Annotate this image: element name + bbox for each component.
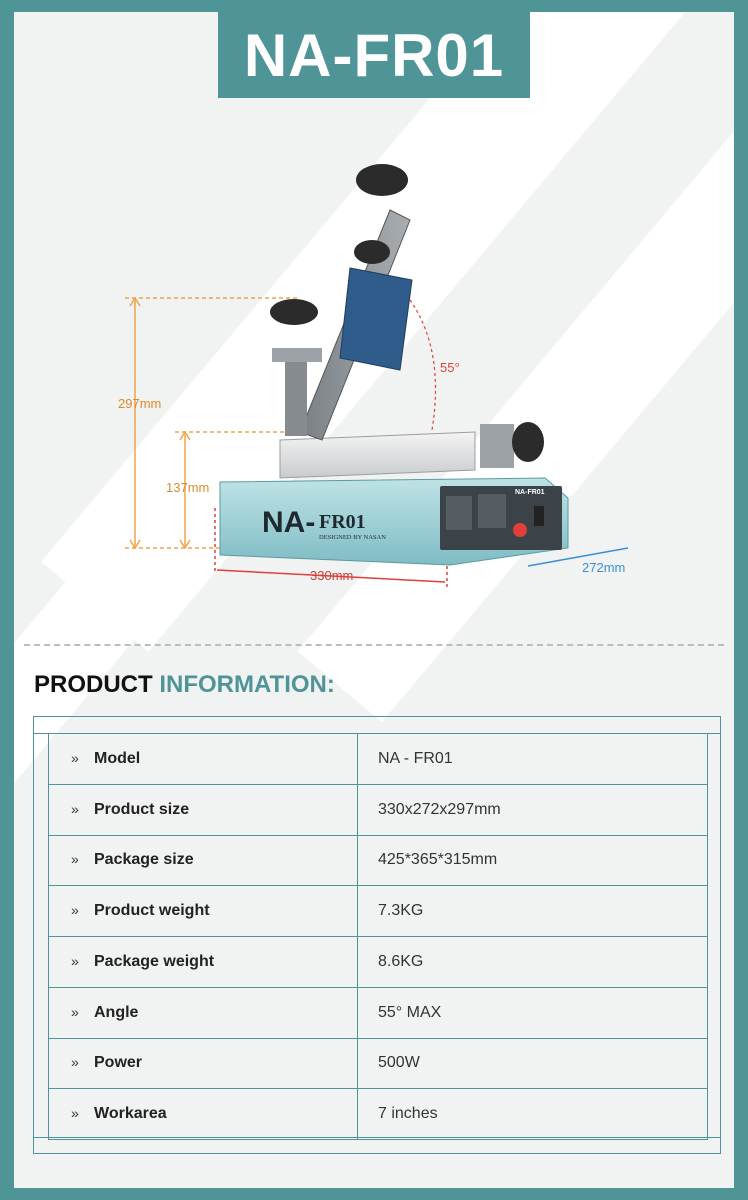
page-title: NA-FR01 [243,21,505,89]
spec-value: 8.6KG [358,937,708,988]
spec-label: Package size [94,851,194,869]
spec-label-cell [49,1089,358,1140]
spec-label-cell [49,734,358,785]
spec-value: 55° MAX [358,987,708,1038]
spec-table-body [49,734,708,1140]
spec-value: 7 inches [358,1089,708,1140]
heading-information: INFORMATION: [159,671,335,698]
table-row [49,835,708,886]
section-heading [34,671,335,699]
bullet-icon: » [71,902,79,919]
table-row [49,987,708,1038]
bullet-icon: » [71,749,79,766]
spec-label: Model [94,749,141,767]
power-switch [534,506,544,526]
heating-plate [340,268,412,370]
panel-brand: NA-FR01 [515,489,545,496]
table-row [49,1038,708,1089]
spec-label-cell [49,835,358,886]
spec-value: 500W [358,1038,708,1089]
spec-value: 7.3KG [358,886,708,937]
angle-label: 55° [440,360,460,375]
bullet-icon: » [71,1105,79,1122]
table-row [49,734,708,785]
dim-label-330: 330mm [310,568,354,583]
spec-label: Product weight [94,902,210,920]
spec-label: Power [94,1054,143,1072]
dim-label-137: 137mm [166,480,210,495]
side-clamp [480,424,514,468]
table-row [49,937,708,988]
spec-label-cell [49,886,358,937]
bullet-icon: » [71,800,79,817]
table-row [49,886,708,937]
bullet-icon: » [71,952,79,969]
heading-product: PRODUCT [34,671,153,698]
dim-label-297: 297mm [118,396,162,411]
spec-label-cell [49,987,358,1038]
spec-label: Package weight [94,952,215,970]
spec-label: Workarea [94,1105,167,1123]
spec-label-cell [49,1038,358,1089]
body-tagline: DESIGNED BY NASAN [319,534,386,541]
spec-value: 425*365*315mm [358,835,708,886]
spec-value: NA - FR01 [358,734,708,785]
bullet-icon: » [71,1003,79,1020]
angle-arc [410,300,436,430]
display-2 [478,494,506,528]
spec-value: 330x272x297mm [358,784,708,835]
bullet-icon: » [71,1054,79,1071]
table-row [49,1089,708,1140]
spec-table [48,733,708,1140]
section-divider [24,644,724,646]
body-brand-model: FR01 [319,511,366,533]
front-clamp [272,348,322,362]
spec-label-cell [49,784,358,835]
arm-post [285,360,307,436]
dim-label-272: 272mm [582,560,626,575]
display-1 [446,496,472,530]
red-button [513,523,527,537]
spec-label: Product size [94,800,190,818]
table-row [49,784,708,835]
spec-label: Angle [94,1003,139,1021]
spec-label-cell [49,937,358,988]
machine-top-platform [280,432,475,478]
body-brand-na: NA- [262,506,316,539]
bullet-icon: » [71,851,79,868]
